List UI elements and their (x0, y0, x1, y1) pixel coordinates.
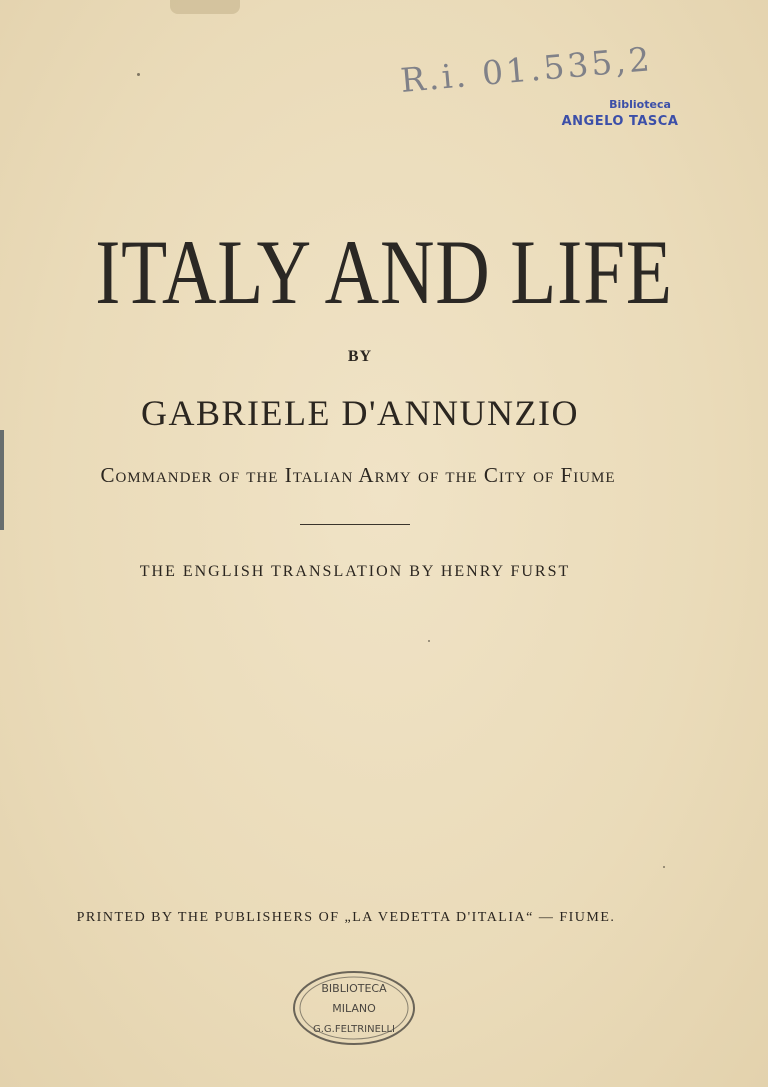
paper-speck (663, 866, 665, 868)
translation-credit: THE ENGLISH TRANSLATION BY HENRY FURST (139, 563, 571, 580)
paper-speck (137, 73, 140, 76)
author-subtitle: Commander of the Italian Army of the City of Fiume (100, 463, 616, 487)
printer-imprint: PRINTED BY THE PUBLISHERS OF „LA VEDETTA D'ITALIA“ — FIUME. (76, 910, 616, 925)
seal-top-text: BIBLIOTECA (321, 982, 387, 995)
handwritten-shelfmark: R.i. 01.535,2 (398, 39, 655, 100)
seal-middle-text: MILANO (332, 1002, 376, 1015)
divider-rule (300, 524, 410, 525)
library-stamp (540, 98, 700, 129)
library-seal-stamp (290, 968, 418, 1048)
seal-bottom-text: G.G.FELTRINELLI (312, 1024, 396, 1035)
paper-speck (428, 640, 430, 642)
library-stamp-line1: Biblioteca (609, 98, 671, 111)
book-title: ITALY AND LIFE (95, 221, 673, 323)
library-stamp-line2: ANGELO TASCA (561, 114, 679, 129)
torn-paper-edge (170, 0, 240, 14)
byline: BY (347, 348, 373, 365)
author-name: GABRIELE D'ANNUNZIO (141, 393, 579, 433)
